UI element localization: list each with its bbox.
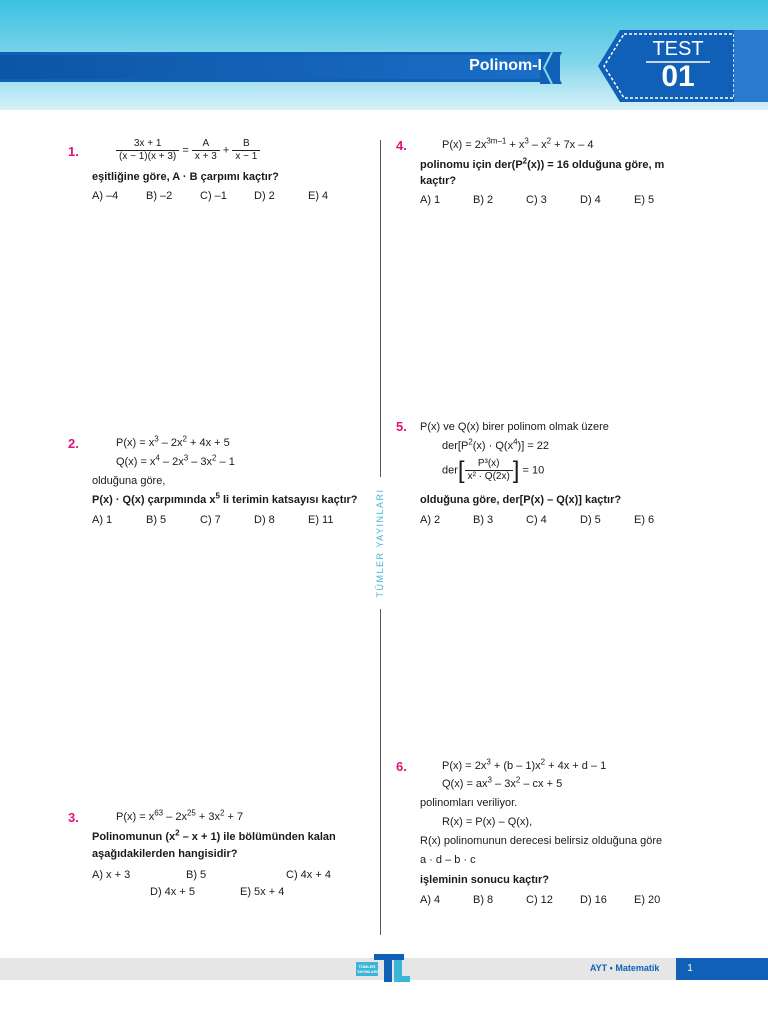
q4-option-d[interactable]: D) 4 (580, 194, 601, 206)
page-title: Polinom-I (469, 57, 542, 74)
q4-line2: polinomu için $der(P^2(x)) = 16$ olduğuna göre, m (420, 156, 665, 171)
q5-option-d[interactable]: D) 5 (580, 514, 601, 526)
side-label: TÜMLER YAYINLARI (370, 480, 390, 610)
q6-option-c[interactable]: C) 12 (526, 894, 553, 906)
q3-option-e[interactable]: E) 5x + 4 (240, 886, 285, 898)
q4-option-e[interactable]: E) 5 (634, 194, 655, 206)
q5-line1: P(x) ve Q(x) birer polinom olmak üzere (420, 421, 609, 433)
page-number: 1 (687, 963, 693, 974)
q3-line1: $P(x) = x^{63} - 2x^{25} + 3x^2 + 7$ (116, 808, 244, 823)
q2-line2: $Q(x) = x^4 - 2x^3 - 3x^2 - 1$ (116, 453, 235, 468)
q2-line4: P(x) · Q(x) çarpımında $x^5$ li terimin katsayısı kaçtır? (92, 491, 358, 506)
q5-option-e[interactable]: E) 6 (634, 514, 655, 526)
test-label: TEST (652, 38, 704, 60)
q5-option-b[interactable]: B) 3 (473, 514, 494, 526)
q2-option-b[interactable]: B) 5 (146, 514, 167, 526)
q5-option-c[interactable]: C) 4 (526, 514, 547, 526)
q6-line6: a · d – b · c (420, 854, 476, 866)
q3-option-d[interactable]: D) 4x + 5 (150, 886, 195, 898)
q1-number: 1. (68, 144, 79, 159)
q6-line4: R(x) = P(x) – Q(x), (442, 816, 533, 828)
q2-option-e[interactable]: E) 11 (308, 514, 334, 526)
test-number: 01 (661, 60, 695, 93)
q6-line5: R(x) polinomunun derecesi belirsiz olduğuna göre (420, 835, 663, 847)
q4-option-c[interactable]: C) 3 (526, 194, 547, 206)
q2-option-c[interactable]: C) 7 (200, 514, 221, 526)
q4-line1: $P(x) = 2x^{3m-1} + x^3 - x^2 + 7x - 4$ (442, 136, 594, 151)
q2-option-a[interactable]: A) 1 (92, 514, 113, 526)
q6-line7: işleminin sonucu kaçtır? (420, 874, 549, 886)
q2-line3: olduğuna göre, (92, 475, 166, 487)
q6-line1: $P(x) = 2x^3 + (b - 1)x^2 + 4x + d - 1$ (442, 757, 607, 772)
q6-option-b[interactable]: B) 8 (473, 894, 494, 906)
q3-number: 3. (68, 810, 79, 825)
q5-option-a[interactable]: A) 2 (420, 514, 441, 526)
q5-line4: olduğuna göre, der[P(x) – Q(x)] kaçtır? (420, 494, 622, 506)
q5-number: 5. (396, 419, 407, 434)
q1-option-c[interactable]: C) –1 (200, 190, 227, 202)
q2-number: 2. (68, 436, 79, 451)
q6-option-d[interactable]: D) 16 (580, 894, 607, 906)
q3-line3: aşağıdakilerden hangisidir? (92, 848, 238, 860)
q5-line3: der[ $\frac{\text{P³(x)}}{\text{x² · Q(2x)}}$ ] = 10 (442, 456, 545, 484)
q2-option-d[interactable]: D) 8 (254, 514, 275, 526)
q1-text: eşitliğine göre, A · B çarpımı kaçtır? (92, 171, 279, 183)
q4-option-a[interactable]: A) 1 (420, 194, 441, 206)
q6-line2: $Q(x) = ax^3 - 3x^2$ – cx + 5 (442, 775, 563, 790)
q6-option-e[interactable]: E) 20 (634, 894, 661, 906)
publisher-logo: TÜMLER YAYINLARI (354, 950, 410, 986)
q1-option-b[interactable]: B) –2 (146, 190, 173, 202)
footer-subject: AYT • Matematik (590, 963, 660, 973)
q5-line2: $der[P^2(x) \cdot Q(x^4)] = 22$ (442, 437, 550, 452)
q3-option-b[interactable]: B) 5 (186, 869, 207, 881)
q3-option-a[interactable]: A) x + 3 (92, 869, 131, 881)
q4-number: 4. (396, 138, 407, 153)
q1-option-a[interactable]: A) –4 (92, 190, 119, 202)
q3-line2: Polinomunun $(x^2 - x + 1)$ ile bölümünden kalan (92, 828, 336, 843)
q6-line3: polinomları veriliyor. (420, 797, 518, 809)
q4-line3: kaçtır? (420, 175, 457, 187)
q1-equation: $\frac{3x + 1}{(x - 1)(x + 3)}$ = $\frac{A}{x + 3}$ + $\frac{B}{x - 1}$ (116, 138, 260, 163)
ribbon-chevron (540, 48, 570, 88)
q1-option-e[interactable]: E) 4 (308, 190, 329, 202)
q4-option-b[interactable]: B) 2 (473, 194, 494, 206)
q6-number: 6. (396, 759, 407, 774)
q1-option-d[interactable]: D) 2 (254, 190, 275, 202)
test-badge (598, 30, 768, 102)
q6-option-a[interactable]: A) 4 (420, 894, 441, 906)
q2-line1: $P(x) = x^3 - 2x^2 + 4x + 5$ (116, 434, 230, 449)
q3-option-c[interactable]: C) 4x + 4 (286, 869, 331, 881)
